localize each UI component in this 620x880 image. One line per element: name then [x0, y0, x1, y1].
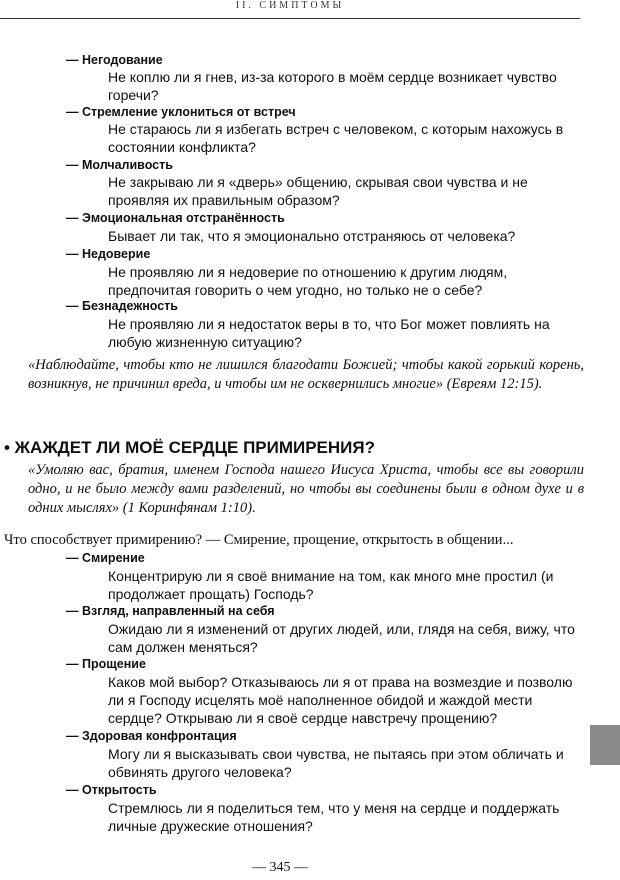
- desc-self-look: Ожидаю ли я изменений от других людей, или, глядя на себя, вижу, что сам должен меняться?: [108, 621, 575, 655]
- desc-hopelessness: Не проявляю ли я недостаток веры в то, что Бог может повлиять на любую жизненную ситуацию?: [108, 316, 550, 350]
- desc-healthy-confrontation: Могу ли я высказывать свои чувства, не пытаясь при этом обличать и обвинять другого человека?: [108, 746, 564, 780]
- term-resentment: — Негодование: [66, 53, 163, 67]
- desc-avoidance: Не стараюсь ли я избегать встреч с человеком, с которым нахожусь в состоянии конфликта?: [108, 121, 564, 155]
- desc-distrust: Не проявляю ли я недоверие по отношению к другим людям, предпочитая говорить о чем угодно, но только не о себе?: [108, 264, 508, 298]
- desc-silence: Не закрываю ли я «дверь» общению, скрывая свои чувства и не проявляя их правильным образом?: [108, 174, 528, 208]
- term-humility: — Смирение: [66, 551, 145, 565]
- intro-paragraph: Что способствует примирению? — Смирение, прощение, открытость в общении...: [4, 532, 514, 548]
- scripture-quote-hebrews: «Наблюдайте, чтобы кто не лишился благодати Божией; чтобы какой горький корень, возникнув, не причинил вреда, и чтобы им не осквернились многие» (Евреям 12:15).: [28, 357, 584, 392]
- term-self-look: — Взгляд, направленный на себя: [66, 604, 275, 618]
- term-openness: — Открытость: [66, 783, 157, 797]
- term-distrust: — Недоверие: [66, 247, 151, 261]
- desc-humility: Концентрирую ли я своё внимание на том, как много мне простил (и продолжает прощать) Господь?: [108, 568, 554, 602]
- term-healthy-confrontation: — Здоровая конфронтация: [66, 729, 237, 743]
- scripture-quote-corinthians: «Умоляю вас, братия, именем Господа нашего Иисуса Христа, чтобы все вы говорили одно, и не было между вами разделений, но чтобы вы соединены были в одном духе и в одних мыслях» (1 Коринфянам 1:10).: [28, 462, 584, 516]
- running-header: II. СИМПТОМЫ: [0, 0, 580, 19]
- term-forgiveness: — Прощение: [66, 657, 146, 671]
- desc-forgiveness: Каков мой выбор? Отказываюсь ли я от права на возмездие и позволю ли я Господу исцелять моё наполненное обидой и жаждой мести сердце? Открываю ли я своё сердце навстречу прощению?: [108, 674, 573, 726]
- section-heading: • ЖАЖДЕТ ЛИ МОЁ СЕРДЦЕ ПРИМИРЕНИЯ?: [4, 438, 375, 457]
- page-number: — 345 —: [252, 860, 308, 875]
- term-hopelessness: — Безнадежность: [66, 299, 178, 313]
- term-silence: — Молчаливость: [66, 158, 173, 172]
- thumb-index-tab: [590, 725, 620, 765]
- desc-resentment: Не коплю ли я гнев, из-за которого в моём сердце возникает чувство горечи?: [108, 69, 557, 103]
- term-avoidance: — Стремление уклониться от встреч: [66, 105, 296, 119]
- term-detachment: — Эмоциональная отстранённость: [66, 211, 285, 225]
- desc-openness: Стремлюсь ли я поделиться тем, что у меня на сердце и поддержать личные дружеские отношения?: [108, 800, 560, 834]
- desc-detachment: Бывает ли так, что я эмоционально отстраняюсь от человека?: [108, 228, 516, 244]
